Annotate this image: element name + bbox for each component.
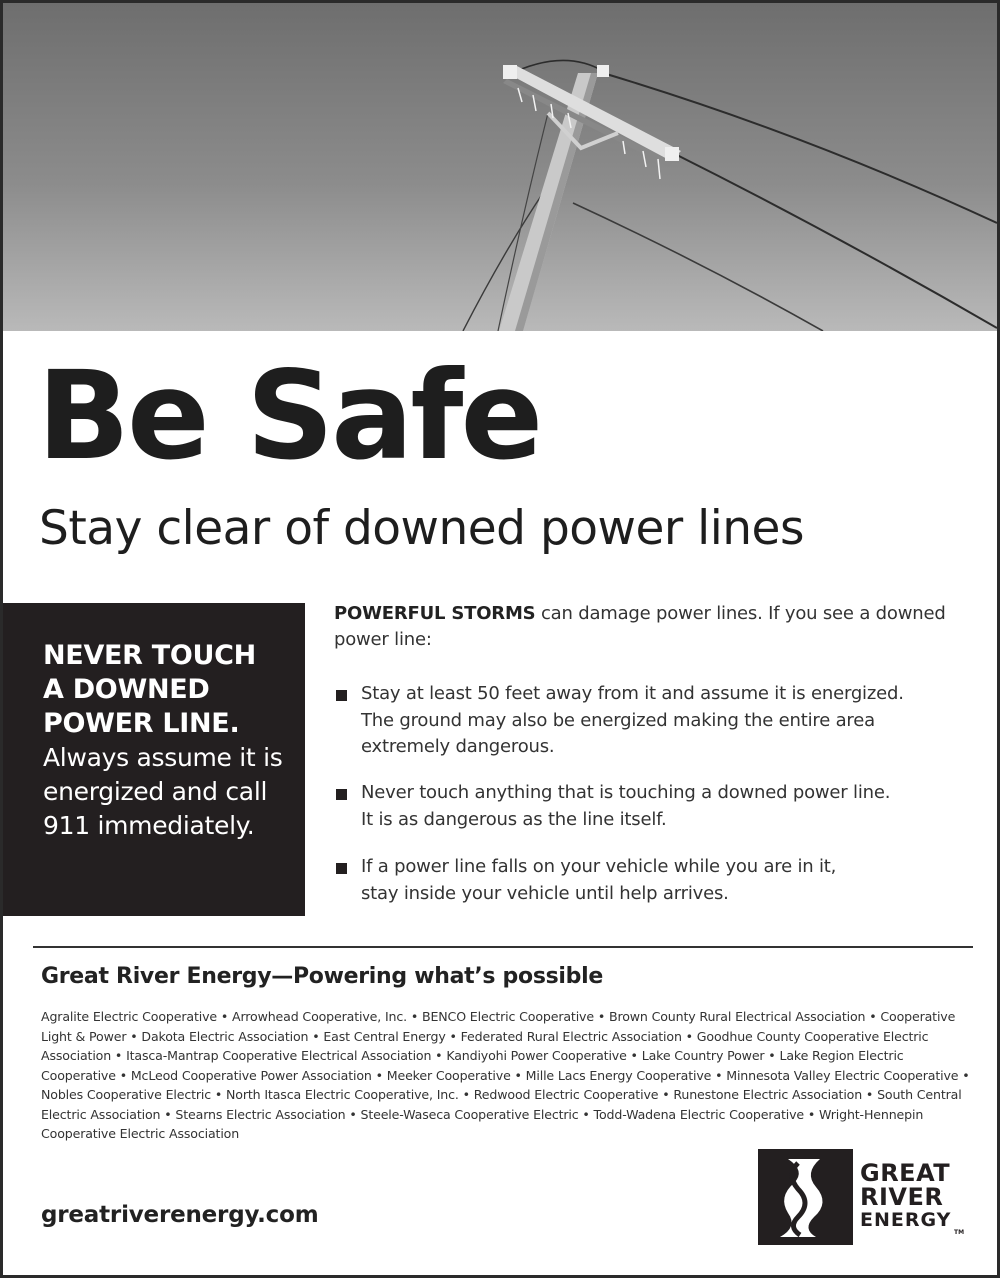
cooperative-name: East Central Energy — [323, 1028, 446, 1044]
cooperative-name: McLeod Cooperative Power Association — [130, 1067, 372, 1083]
cooperative-name: Runestone Electric Association — [673, 1087, 863, 1102]
cooperative-name: Dakota Electric Association — [141, 1028, 309, 1044]
power-pole-photo — [3, 3, 997, 331]
cooperative-name: Lake Country Power — [641, 1048, 765, 1063]
callout-body: Always assume it is energized and call 911 immediately. — [43, 743, 283, 840]
bullet-text: Stay at least 50 feet away from it and assume it is energized. The ground may also be energized making the entire area extremely dangerous. — [361, 683, 904, 757]
great-river-energy-logo — [758, 1149, 968, 1245]
cooperative-name: Lake Region Electric Cooperative — [41, 1048, 904, 1083]
cooperative-name: Redwood Electric Cooperative — [473, 1087, 659, 1102]
intro-lead: POWERFUL STORMS — [334, 603, 536, 624]
bullet-text: If a power line falls on your vehicle while you are in it, stay inside your vehicle until help arrives. — [361, 856, 837, 904]
square-bullet-icon — [336, 690, 347, 701]
cooperative-name: Nobles Cooperative Electric — [41, 1087, 212, 1102]
subheadline: Stay clear of downed power lines — [39, 501, 804, 556]
bullet-text: Never touch anything that is touching a downed power line. It is as dangerous as the line itself. — [361, 782, 891, 830]
trademark-mark: TM — [954, 1229, 965, 1236]
divider — [33, 946, 973, 948]
cooperative-name: Todd-Wadena Electric Cooperative — [593, 1106, 804, 1122]
cooperative-name: Arrowhead Cooperative, Inc. — [232, 1009, 407, 1024]
intro-paragraph — [334, 601, 954, 653]
cooperative-name: South Central Electric Association — [41, 1087, 962, 1122]
cooperative-name: Stearns Electric Association — [175, 1106, 346, 1122]
list-item — [334, 854, 954, 907]
square-bullet-icon — [336, 863, 347, 874]
intro-text: can damage power lines. If you see a downed power line: — [334, 603, 946, 650]
cooperative-name: Mille Lacs Energy Cooperative — [525, 1067, 712, 1083]
cooperative-name: BENCO Electric Cooperative — [421, 1009, 594, 1024]
cooperative-name: Itasca-Mantrap Cooperative Electrical Association — [126, 1048, 432, 1063]
cooperative-name: Steele-Waseca Cooperative Electric — [360, 1106, 579, 1122]
callout-heading: NEVER TOUCH A DOWNED POWER LINE. — [43, 640, 256, 739]
cooperative-name: Agralite Electric Cooperative — [41, 1009, 217, 1024]
logo-line: ENERGY — [860, 1209, 952, 1231]
cooperative-name: Kandiyohi Power Cooperative — [446, 1048, 627, 1063]
cooperative-name: Goodhue County Cooperative Electric Association — [41, 1028, 929, 1063]
cooperatives-list: Agralite Electric Cooperative • Arrowhead Cooperative, Inc. • BENCO Electric Cooperative • Brown County Rural Electrical Association • Cooperative Light & Power • Dakota Electric Association • East Central Energy • Federated Rural Electric Association • Goodhue County Cooperative Electric Association • Itasca-Mantrap Cooperative Electrical Association • Kandiyohi Power Cooperative • Lake Country Power • Lake Region Electric Cooperative • McLeod Cooperative Power Association • Meeker Cooperative • Mille Lacs Energy Cooperative • Minnesota Valley Electric Cooperative • Nobles Cooperative Electric • North Itasca Electric Cooperative, Inc. • Redwood Electric Cooperative • Runestone Electric Association • South Central Electric Association • Stearns Electric Association • Steele-Waseca Cooperative Electric • Todd-Wadena Electric Cooperative • Wright-Hennepin Cooperative Electric Association — [41, 1009, 970, 1141]
tagline: Great River Energy—Powering what’s possible — [41, 964, 603, 989]
river-logo-icon — [758, 1149, 853, 1245]
cooperative-name: Cooperative Light & Power — [41, 1009, 956, 1044]
cooperative-name: Brown County Rural Electrical Association — [608, 1009, 866, 1024]
logo-line: GREAT — [860, 1159, 951, 1187]
logo-line: RIVER — [860, 1183, 944, 1211]
square-bullet-icon — [336, 789, 347, 800]
headline: Be Safe — [37, 345, 541, 487]
list-item — [334, 681, 954, 761]
website-url[interactable]: greatriverenergy.com — [41, 1202, 319, 1228]
cooperative-name: Minnesota Valley Electric Cooperative — [726, 1067, 959, 1083]
cooperative-name: Wright-Hennepin Cooperative Electric Association — [41, 1106, 924, 1141]
warning-callout-box — [3, 603, 305, 916]
list-item — [334, 780, 954, 833]
cooperative-name: Federated Rural Electric Association — [460, 1028, 682, 1044]
cooperative-name: North Itasca Electric Cooperative, Inc. — [226, 1087, 459, 1102]
logo-wordmark — [860, 1161, 951, 1231]
cooperative-name: Meeker Cooperative — [386, 1067, 511, 1083]
